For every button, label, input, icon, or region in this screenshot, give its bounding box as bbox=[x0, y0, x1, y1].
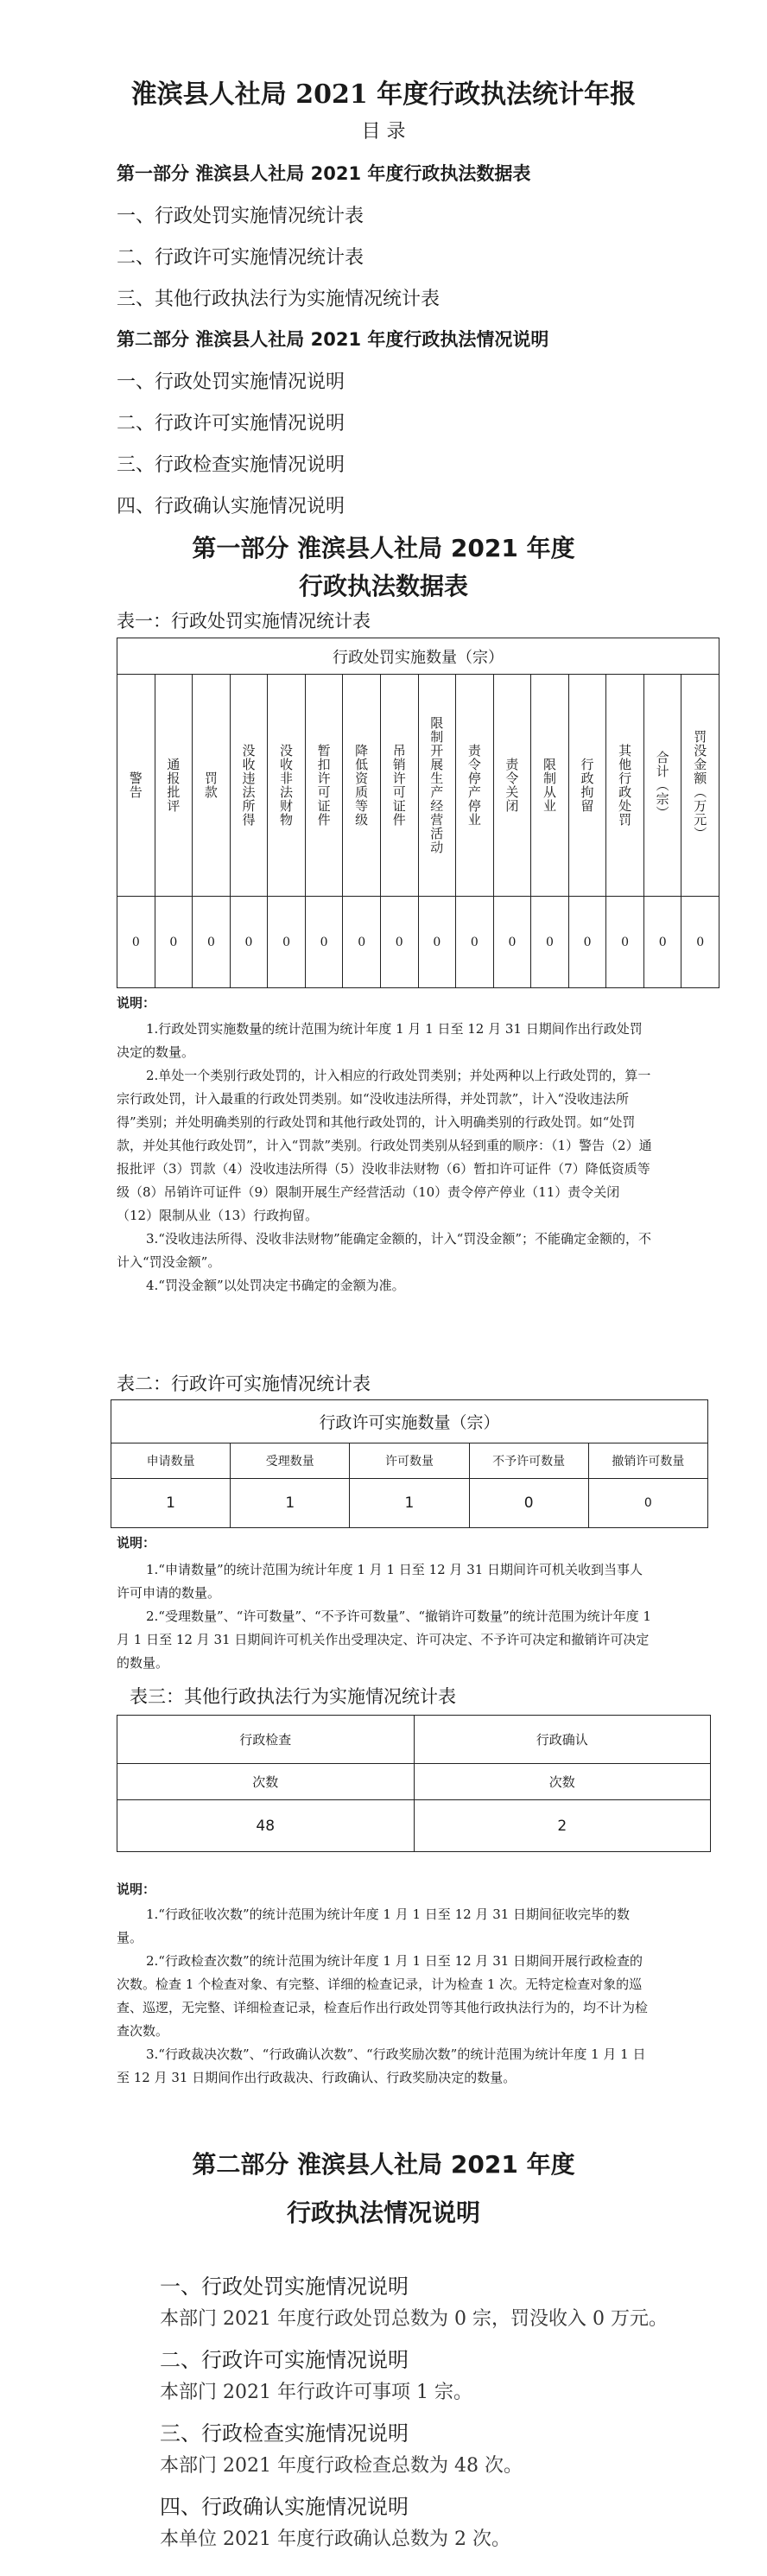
table1-header: 限制开展生产经营活动 bbox=[428, 716, 445, 854]
note-paragraph: 1.“行政征收次数”的统计范围为统计年度 1 月 1 日至 12 月 31 日期间征收完毕的数量。 bbox=[117, 1907, 631, 1945]
table1-header: 吊销许可证件 bbox=[390, 744, 407, 827]
toc-part2-title: 第二部分 淮滨县人社局 2021 年度行政执法情况说明 bbox=[117, 329, 549, 350]
table1-caption: 行政处罚实施数量（宗） bbox=[117, 638, 719, 675]
table1-header: 没收违法所得 bbox=[240, 744, 257, 827]
table1-header: 其他行政处罚 bbox=[617, 744, 633, 827]
toc-item: 一、行政处罚实施情况说明 bbox=[117, 371, 345, 393]
toc-item: 三、行政检查实施情况说明 bbox=[117, 454, 345, 476]
table1-cell: 0 bbox=[531, 897, 569, 988]
table1-header: 责令停产停业 bbox=[466, 744, 482, 827]
part2-section-text: 本部门 2021 年度行政处罚总数为 0 宗，罚没收入 0 万元。 bbox=[160, 2308, 668, 2330]
table1-cell: 0 bbox=[568, 897, 606, 988]
table3 bbox=[117, 1715, 711, 1852]
toc-item: 一、行政处罚实施情况统计表 bbox=[117, 206, 364, 227]
table1-cell: 0 bbox=[456, 897, 494, 988]
table1-cell: 0 bbox=[117, 897, 155, 988]
table2-header: 申请数量 bbox=[111, 1443, 231, 1479]
note-paragraph: 3.“行政裁决次数”、“行政确认次数”、“行政奖励次数”的统计范围为统计年度 1 月 1 日至 12 月 31 日期间作出行政裁决、行政确认、行政奖励决定的数量。 bbox=[117, 2046, 646, 2085]
table3-header: 行政检查 bbox=[117, 1716, 415, 1764]
table1-header: 暂扣许可证件 bbox=[315, 744, 332, 827]
table1-cell: 0 bbox=[305, 897, 343, 988]
table1-notes-heading: 说明： bbox=[117, 995, 156, 1011]
note-paragraph: 2.“受理数量”、“许可数量”、“不予许可数量”、“撤销许可数量”的统计范围为统计年度 1 月 1 日至 12 月 31 日期间许可机关作出受理决定、许可决定、不予许可决定和撤销许可决定的数量。 bbox=[117, 1608, 651, 1671]
table2-cell: 1 bbox=[350, 1479, 469, 1528]
table2-cell: 0 bbox=[469, 1479, 588, 1528]
table1-notes bbox=[117, 1018, 652, 1298]
note-paragraph: 2.单处一个类别行政处罚的，计入相应的行政处罚类别；并处两种以上行政处罚的，算一宗行政处罚，计入最重的行政处罚类别。如“没收违法所得，并处罚款”，计入“没收违法所得”类别；并处明确类别的行政处罚和其他行政处罚的，计入明确类别的行政处罚。如“处罚款，并处其他行政处罚”，计入“罚款”类别。行政处罚类别从轻到重的顺序：（1）警告（2）通报批评（3）罚款（4）没收违法所得（5）没收非法财物（6）暂扣许可证件（7）降低资质等级（8）吊销许可证件（9）限制开展生产经营活动（10）责令停产停业（11）责令关闭（12）限制从业（13）行政拘留。 bbox=[117, 1068, 652, 1223]
table2-caption: 行政许可实施数量（宗） bbox=[111, 1400, 708, 1443]
table3-cell: 2 bbox=[414, 1800, 711, 1852]
table1-cell: 0 bbox=[380, 897, 418, 988]
table2-header: 不予许可数量 bbox=[469, 1443, 588, 1479]
table2-cell: 0 bbox=[588, 1479, 707, 1528]
toc-item: 四、行政确认实施情况说明 bbox=[117, 496, 345, 517]
table1-header: 罚没金额（万元） bbox=[692, 730, 708, 841]
part2-section-text: 本部门 2021 年行政许可事项 1 宗。 bbox=[160, 2382, 472, 2403]
table1-cell: 0 bbox=[230, 897, 268, 988]
table1-header: 通报批评 bbox=[165, 758, 181, 813]
table1-cell: 0 bbox=[268, 897, 306, 988]
table1-header: 降低资质等级 bbox=[353, 744, 370, 827]
table1-header: 责令关闭 bbox=[504, 758, 520, 813]
part2-section-text: 本单位 2021 年度行政确认总数为 2 次。 bbox=[160, 2528, 510, 2550]
table3-notes-heading: 说明： bbox=[117, 1881, 156, 1897]
part2-section-heading: 二、行政许可实施情况说明 bbox=[160, 2348, 409, 2372]
toc-part1-title: 第一部分 淮滨县人社局 2021 年度行政执法数据表 bbox=[117, 163, 531, 184]
table2 bbox=[111, 1399, 708, 1528]
table1-cell: 0 bbox=[606, 897, 644, 988]
table3-subheader: 次数 bbox=[414, 1764, 711, 1800]
table3-label: 表三：其他行政执法行为实施情况统计表 bbox=[130, 1686, 456, 1707]
table1-cell: 0 bbox=[418, 897, 456, 988]
table2-header: 受理数量 bbox=[231, 1443, 350, 1479]
toc-heading: 目 录 bbox=[361, 121, 406, 143]
toc-item: 三、其他行政执法行为实施情况统计表 bbox=[117, 289, 441, 310]
table2-notes bbox=[117, 1558, 652, 1675]
table1 bbox=[117, 638, 719, 988]
table2-cell: 1 bbox=[231, 1479, 350, 1528]
part1-title-line2: 行政执法数据表 bbox=[298, 572, 468, 600]
document-title: 淮滨县人社局 2021 年度行政执法统计年报 bbox=[130, 79, 637, 110]
table1-cell: 0 bbox=[681, 897, 719, 988]
part2-title-line2: 行政执法情况说明 bbox=[286, 2198, 480, 2227]
table1-header: 限制从业 bbox=[541, 758, 557, 813]
table1-label: 表一：行政处罚实施情况统计表 bbox=[117, 611, 371, 631]
table2-notes-heading: 说明： bbox=[117, 1535, 156, 1551]
table1-cell: 0 bbox=[493, 897, 531, 988]
toc-item: 二、行政许可实施情况统计表 bbox=[117, 247, 364, 269]
part2-section-heading: 四、行政确认实施情况说明 bbox=[160, 2495, 409, 2519]
part1-title-line1: 第一部分 淮滨县人社局 2021 年度 bbox=[192, 534, 575, 562]
table1-header: 行政拘留 bbox=[579, 758, 595, 813]
table3-notes bbox=[117, 1903, 652, 2090]
table3-cell: 48 bbox=[117, 1800, 415, 1852]
note-paragraph: 3.“没收违法所得、没收非法财物”能确定金额的，计入“罚没金额”；不能确定金额的，不计入“罚没金额”。 bbox=[117, 1231, 651, 1270]
table3-subheader: 次数 bbox=[117, 1764, 415, 1800]
toc-item: 二、行政许可实施情况说明 bbox=[117, 413, 345, 435]
note-paragraph: 4.“罚没金额”以处罚决定书确定的金额为准。 bbox=[146, 1278, 405, 1293]
table1-header: 警告 bbox=[127, 771, 143, 799]
table2-header: 撤销许可数量 bbox=[588, 1443, 707, 1479]
table1-header: 合计（宗） bbox=[654, 751, 670, 820]
table1-cell: 0 bbox=[193, 897, 231, 988]
table1-header: 罚款 bbox=[202, 771, 219, 799]
part2-title-line1: 第二部分 淮滨县人社局 2021 年度 bbox=[192, 2150, 575, 2179]
part2-section-heading: 三、行政检查实施情况说明 bbox=[160, 2421, 409, 2446]
table1-cell: 0 bbox=[343, 897, 381, 988]
table2-header: 许可数量 bbox=[350, 1443, 469, 1479]
part2-section-heading: 一、行政处罚实施情况说明 bbox=[160, 2275, 409, 2299]
table1-header: 没收非法财物 bbox=[278, 744, 295, 827]
note-paragraph: 2.“行政检查次数”的统计范围为统计年度 1 月 1 日至 12 月 31 日期间开展行政检查的次数。检查 1 个检查对象、有完整、详细的检查记录，计为检查 1 次。无特定检查对象的巡查、巡逻，无完整、详细检查记录，检查后作出行政处罚等其他行政执法行为的，均不计为检查次数。 bbox=[117, 1953, 649, 2039]
note-paragraph: 1.行政处罚实施数量的统计范围为统计年度 1 月 1 日至 12 月 31 日期间作出行政处罚决定的数量。 bbox=[117, 1021, 643, 1060]
table1-cell: 0 bbox=[155, 897, 193, 988]
table2-cell: 1 bbox=[111, 1479, 231, 1528]
table3-header: 行政确认 bbox=[414, 1716, 711, 1764]
part2-section-text: 本部门 2021 年度行政检查总数为 48 次。 bbox=[160, 2455, 523, 2477]
table2-label: 表二：行政许可实施情况统计表 bbox=[117, 1374, 371, 1394]
note-paragraph: 1.“申请数量”的统计范围为统计年度 1 月 1 日至 12 月 31 日期间许可机关收到当事人许可申请的数量。 bbox=[117, 1562, 643, 1601]
table1-cell: 0 bbox=[643, 897, 681, 988]
